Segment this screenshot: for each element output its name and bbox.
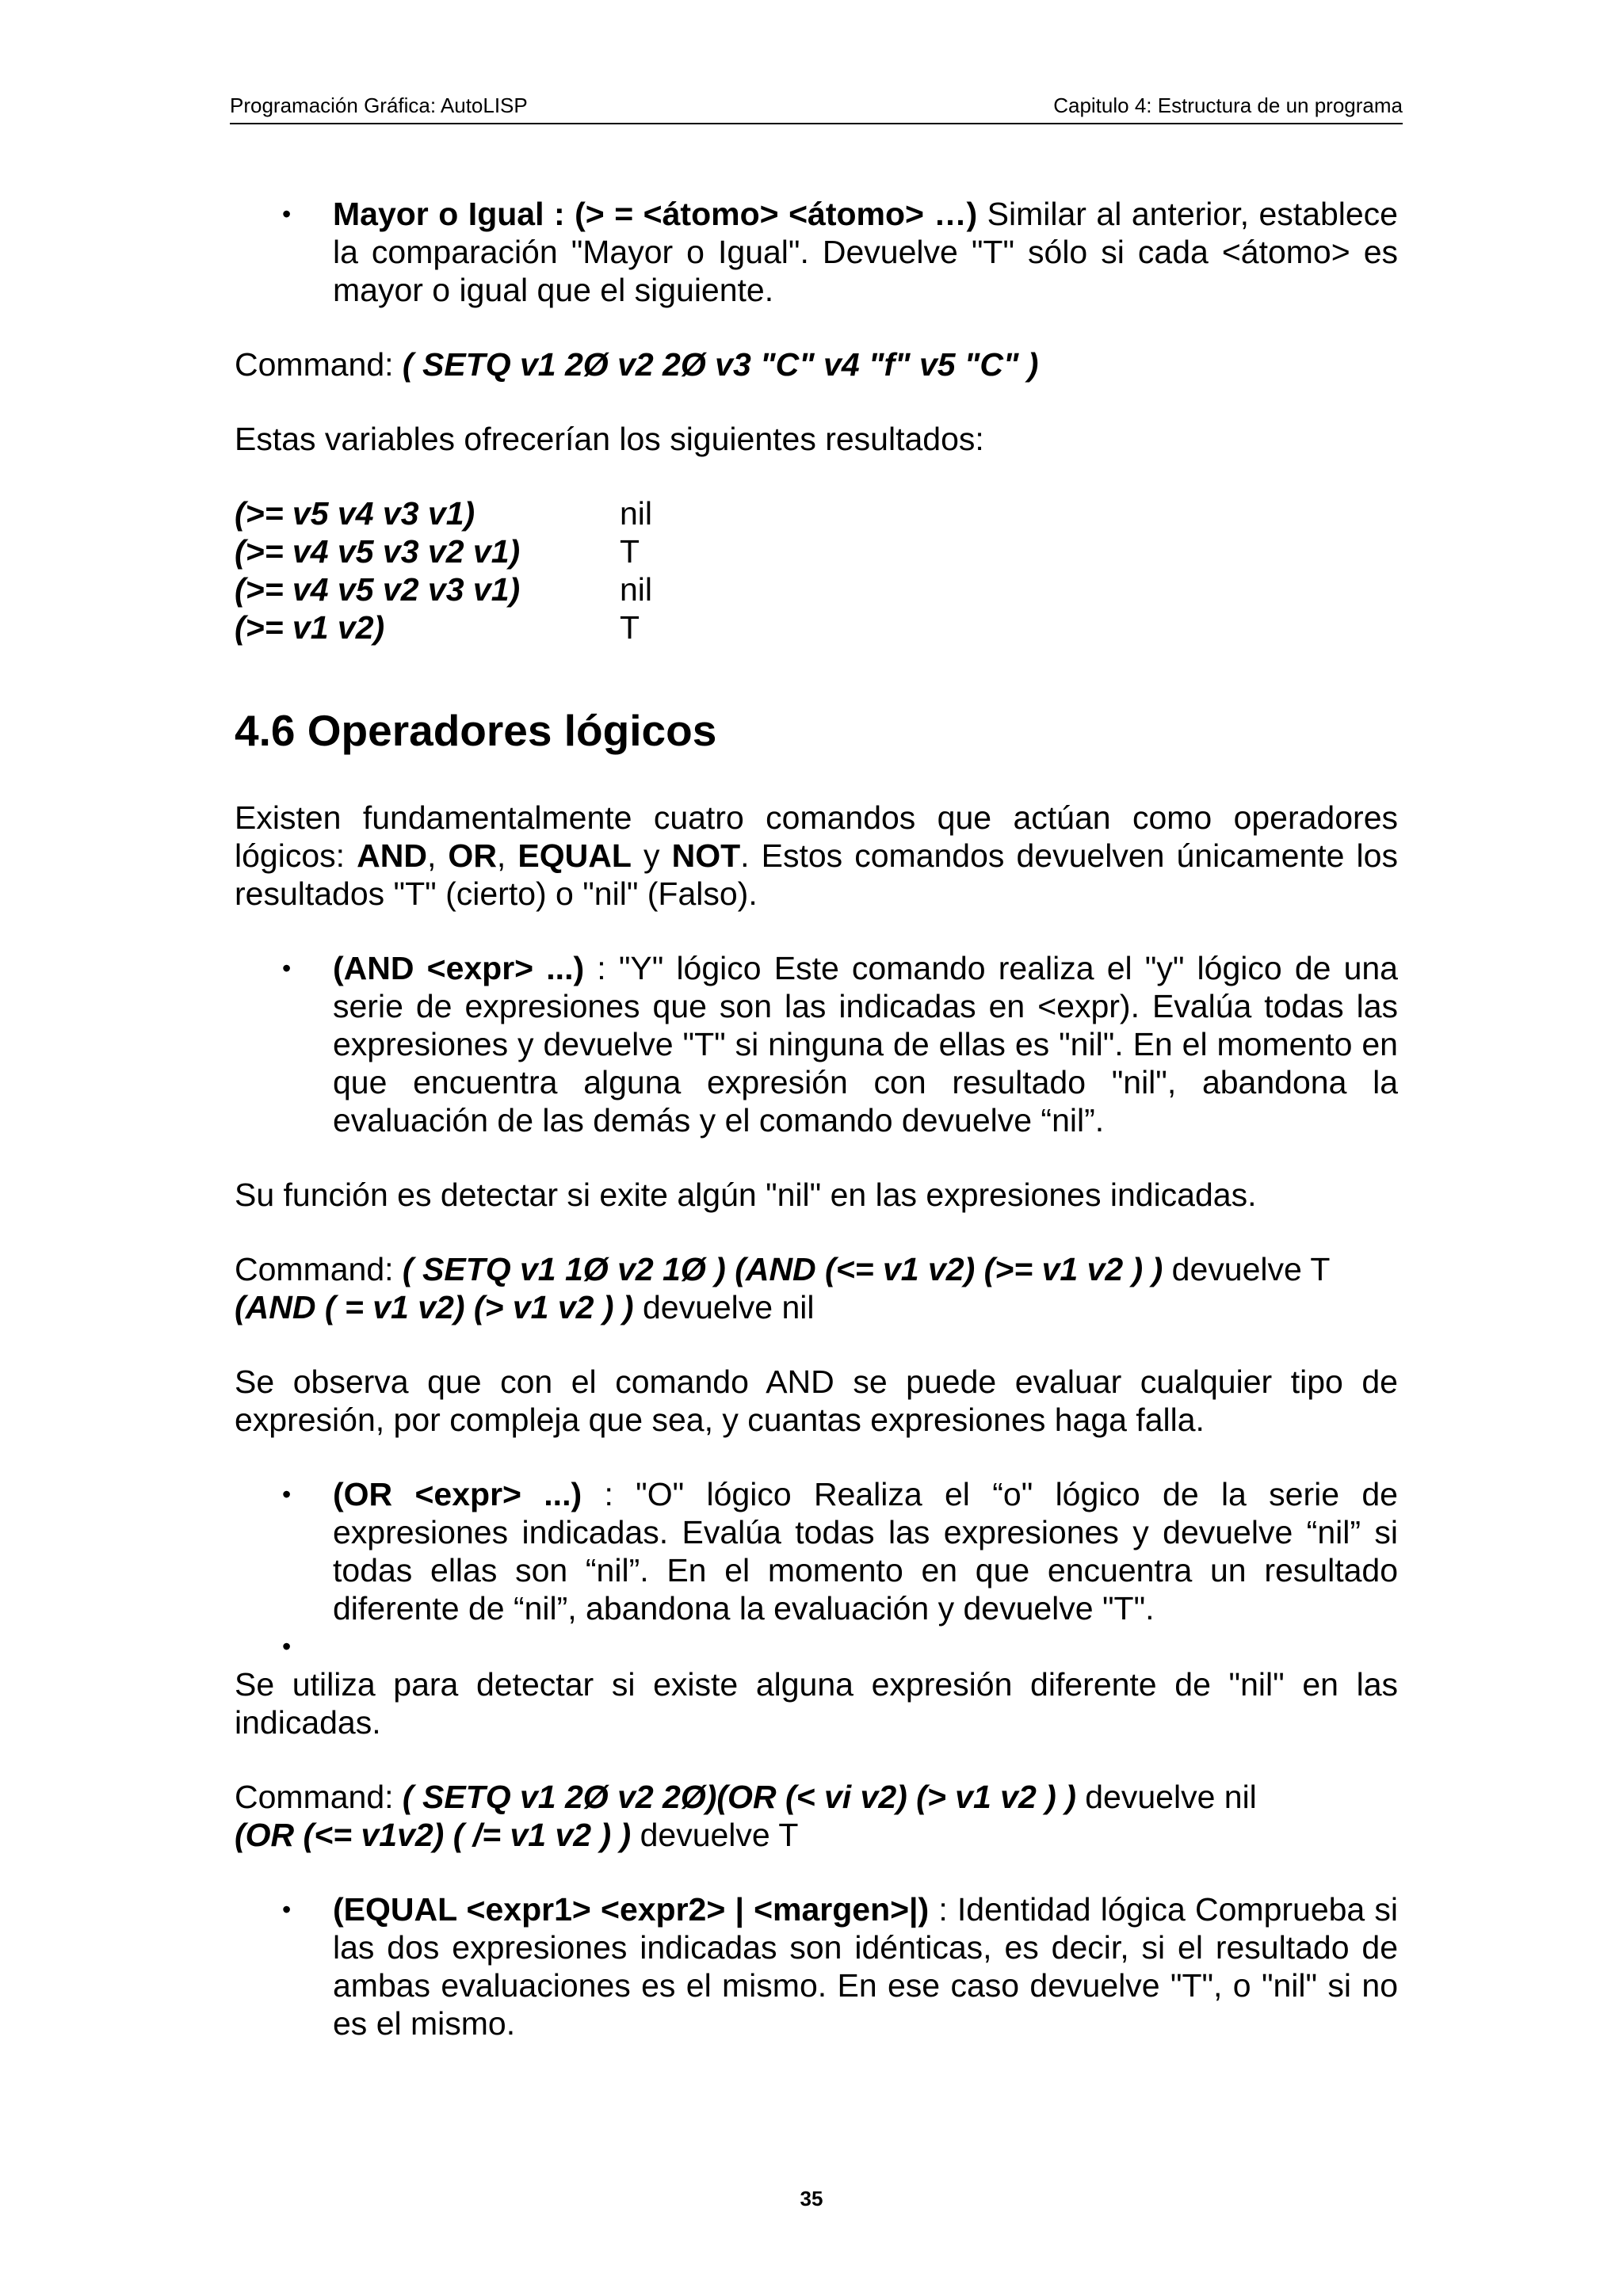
and-note: Se observa que con el comando AND se puede evaluar cualquier tipo de expresión, por compleja que sea, y cuantas expresiones haga falla.: [235, 1363, 1398, 1438]
page-number: 35: [800, 2187, 823, 2210]
command-and-example: Command: ( SETQ v1 1Ø v2 1Ø ) (AND (<= v1 v2) (>= v1 v2 ) ) devuelve T (AND ( = v1 v2) (> v1 v2 ) ) devuelve nil: [235, 1251, 1331, 1325]
bullet-equal: [235, 1890, 1398, 2042]
and-purpose: Su función es detectar si exite algún "nil" en las expresiones indicadas.: [235, 1177, 1257, 1213]
section-title: 4.6 Operadores lógicos: [235, 706, 717, 755]
or-purpose: Se utiliza para detectar si existe alguna expresión diferente de "nil" en las indicadas.: [235, 1666, 1398, 1741]
or-syntax: (OR <expr> ...): [333, 1476, 582, 1512]
bullet-icon: •: [282, 200, 292, 228]
command-label: Command:: [235, 346, 403, 383]
result-value: T: [620, 609, 640, 646]
result-expression: (>= v4 v5 v3 v2 v1): [235, 533, 521, 570]
bullet-or: [235, 1475, 1398, 1627]
bullet-icon: •: [282, 1895, 292, 1924]
keyword-or: OR: [448, 837, 497, 874]
results-table: [235, 494, 1398, 646]
keyword-not: NOT: [671, 837, 741, 874]
result-value: T: [620, 533, 640, 570]
command-code: ( SETQ v1 2Ø v2 2Ø v3 "C" v4 "f" v5 "C" ): [402, 346, 1039, 383]
bullet-icon: •: [282, 1480, 292, 1508]
equal-description: : Identidad lógica Comprueba si las dos expresiones indicadas son idénticas, es decir, si el resultado de ambas evaluaciones es el mismo. En ese caso devuelve "T", o "nil" si no es el mismo.: [333, 1891, 1398, 2042]
header-book-title: Programación Gráfica: AutoLISP: [230, 93, 528, 117]
command-or-example: Command: ( SETQ v1 2Ø v2 2Ø)(OR (< vi v2) (> v1 v2 ) ) devuelve nil (OR (<= v1v2) ( /= v1 v2 ) ) devuelve T: [235, 1779, 1257, 1853]
page-header: [230, 93, 1403, 124]
bullet-and: [235, 949, 1398, 1139]
logical-operators-intro: Existen fundamentalmente cuatro comandos que actúan como operadores lógicos: AND, OR, EQUAL y NOT. Estos comandos devuelven únicamente los resultados "T" (cierto) o "nil" (Falso).: [235, 799, 1398, 912]
keyword-equal: EQUAL: [517, 837, 632, 874]
result-value: nil: [620, 571, 653, 608]
bullet-empty: [235, 1627, 1398, 1665]
results-intro: Estas variables ofrecerían los siguientes resultados:: [235, 421, 984, 457]
result-expression: (>= v4 v5 v2 v3 v1): [235, 571, 521, 608]
mayor-igual-syntax: Mayor o Igual : (> = <átomo> <átomo> …): [333, 196, 978, 232]
or-description: : "O" lógico Realiza el “o" lógico de la serie de expresiones indicadas. Evalúa todas las expresiones y devuelve “nil” si todas ellas son “nil”. En el momento en que encuentra un resultado diferente de “nil”, abandona la evaluación y devuelve "T".: [333, 1476, 1398, 1627]
bullet-icon: •: [282, 954, 292, 982]
result-expression: (>= v1 v2): [235, 609, 385, 646]
result-value: nil: [620, 495, 653, 532]
header-chapter-title: Capitulo 4: Estructura de un programa: [1053, 93, 1403, 117]
and-description: : "Y" lógico Este comando realiza el "y" lógico de una serie de expresiones que son las indicadas en <expr). Evalúa todas las expresiones y devuelve "T" si ninguna de ellas es "nil". En el momento en que encuentra alguna expresión con resultado "nil", abandona la evaluación de las demás y el comando devuelve “nil”.: [333, 950, 1398, 1138]
bullet-icon: •: [282, 1632, 292, 1661]
equal-syntax: (EQUAL <expr1> <expr2> | <margen>|): [333, 1891, 930, 1928]
page-content: [235, 195, 1398, 2042]
command-setq-example: [235, 345, 1398, 383]
bullet-mayor-igual: [235, 195, 1398, 309]
and-syntax: (AND <expr> ...): [333, 950, 585, 986]
mayor-igual-description: Similar al anterior, establece la comparación "Mayor o Igual". Devuelve "T" sólo si cada <átomo> es mayor o igual que el siguiente.: [333, 196, 1398, 308]
result-expression: (>= v5 v4 v3 v1): [235, 495, 475, 532]
keyword-and: AND: [357, 837, 427, 874]
